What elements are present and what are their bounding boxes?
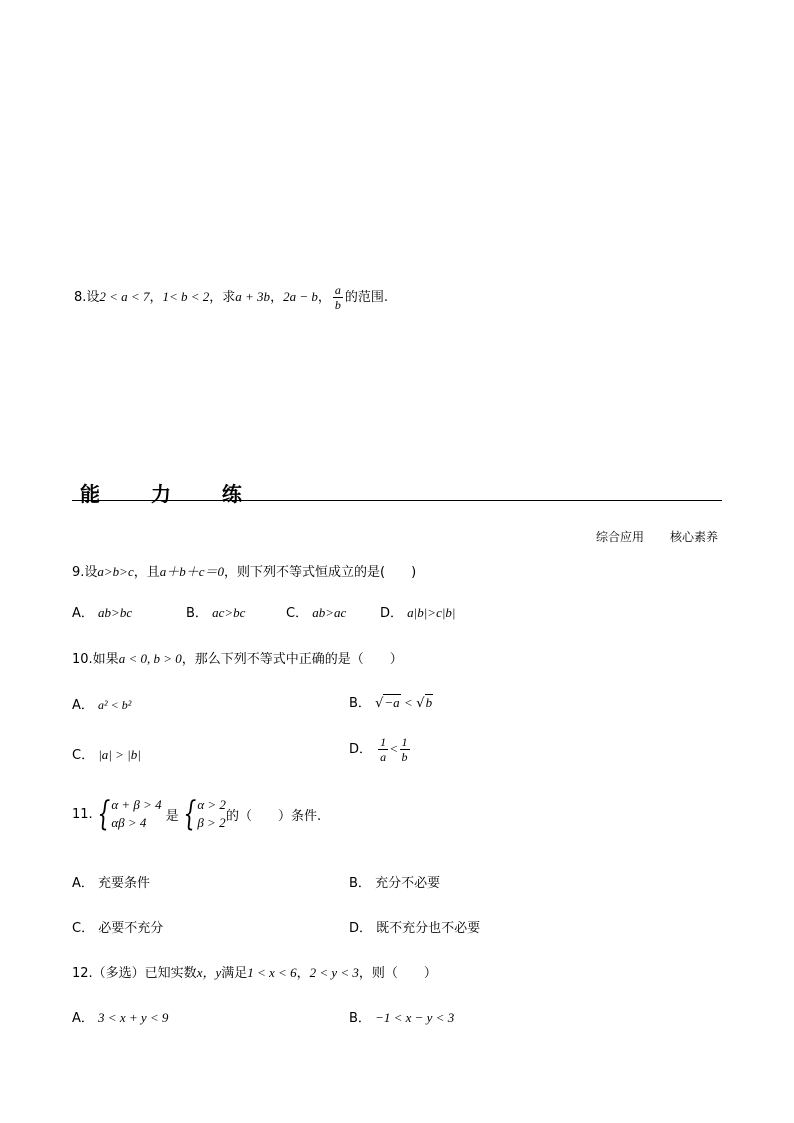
radical-sign: √ xyxy=(375,696,384,711)
q11-mid: 是 xyxy=(165,808,179,824)
q8-fraction xyxy=(333,284,343,311)
q12-stem-c: ，则（ ） xyxy=(358,966,437,981)
q8-sep: ， xyxy=(317,290,331,305)
option-label: B． xyxy=(186,606,208,621)
sqrt-b xyxy=(416,695,433,711)
option-text: ab>ac xyxy=(312,605,347,620)
option-label: D． xyxy=(380,606,404,621)
q8-expr-2: 2a − b xyxy=(283,289,318,304)
q8-condition-b: 1< b < 2 xyxy=(162,289,210,304)
option-label: B． xyxy=(349,876,371,891)
question-12 xyxy=(72,962,437,981)
frac-num: 1 xyxy=(380,735,387,749)
q8-sep: ， xyxy=(270,290,284,305)
left-brace: { xyxy=(97,794,110,835)
option-text: 充分不必要 xyxy=(375,876,441,891)
system-row: α + β > 4 xyxy=(111,797,162,812)
q10-option-d[interactable] xyxy=(349,736,412,763)
option-label: D． xyxy=(349,742,373,757)
option-label: D． xyxy=(349,921,373,936)
option-label: C． xyxy=(286,606,309,621)
q11-prefix: 11. xyxy=(72,806,93,822)
section-tag-literacy: 核心素养 xyxy=(670,530,719,544)
section-tag-application: 综合应用 xyxy=(596,530,645,544)
left-brace: { xyxy=(183,794,196,835)
q8-suffix: 的范围. xyxy=(344,290,389,305)
frac-num: 1 xyxy=(401,735,408,749)
option-text: a² < b² xyxy=(98,698,132,712)
q12-stem-b: 满足 xyxy=(221,966,248,981)
system-row: αβ > 4 xyxy=(111,815,147,831)
q12-sep: ， xyxy=(296,966,310,981)
q8-expr-1: a + 3b xyxy=(235,289,271,304)
radical-sign: √ xyxy=(416,696,425,711)
q9-condition: a>b>c xyxy=(97,564,134,579)
q9-option-d[interactable] xyxy=(380,602,456,621)
q9-equation: a＋b＋c＝0 xyxy=(159,564,225,579)
option-text: 既不充分也不必要 xyxy=(376,921,481,936)
q12-vars: x，y xyxy=(196,965,222,980)
q10-condition: a < 0, b > 0 xyxy=(118,651,182,666)
q8-sep: ， xyxy=(149,290,163,305)
option-text: 3 < x + y < 9 xyxy=(98,1010,169,1025)
option-text: |a| > |b| xyxy=(98,747,141,762)
q10-stem-a: 10.如果 xyxy=(72,652,119,667)
sqrt-neg-a xyxy=(375,695,401,711)
q11-option-d[interactable] xyxy=(349,917,480,936)
q8-frac-den: b xyxy=(334,298,341,312)
q8-prefix: 8.设 xyxy=(74,290,100,305)
q12-option-b[interactable] xyxy=(349,1007,454,1026)
option-label: B． xyxy=(349,1011,371,1026)
q11-option-c[interactable] xyxy=(72,917,163,936)
q10-option-b[interactable] xyxy=(349,692,433,711)
q12-condition-x: 1 < x < 6 xyxy=(247,965,297,980)
option-label: C． xyxy=(72,748,95,763)
q11-right-system xyxy=(179,794,226,835)
option-text: a|b|>c|b| xyxy=(407,605,456,620)
frac-one-over-b xyxy=(400,736,410,763)
q8-condition-a: 2 < a < 7 xyxy=(99,289,150,304)
q11-suffix: 的（ ）条件. xyxy=(225,808,322,824)
q9-stem-b: ，且 xyxy=(133,565,160,580)
q9-stem-c: ，则下列不等式恒成立的是( ) xyxy=(224,565,417,580)
question-9 xyxy=(72,561,416,580)
q11-left-system xyxy=(93,794,162,835)
q11-option-a[interactable] xyxy=(72,872,150,891)
q9-option-b[interactable] xyxy=(186,602,245,621)
radicand: −a xyxy=(384,695,400,710)
system-row: β > 2 xyxy=(197,815,226,831)
frac-den: a xyxy=(380,750,387,764)
option-label: B． xyxy=(349,696,371,711)
frac-one-over-a xyxy=(378,736,388,763)
q8-mid: ，求 xyxy=(209,290,236,305)
option-label: A． xyxy=(72,876,94,891)
option-text: 必要不充分 xyxy=(98,921,164,936)
option-text: ab>bc xyxy=(98,605,133,620)
q12-condition-y: 2 < y < 3 xyxy=(309,965,359,980)
option-text: −1 < x − y < 3 xyxy=(375,1010,455,1025)
q9-option-a[interactable] xyxy=(72,602,132,621)
q10-option-c[interactable] xyxy=(72,744,141,763)
question-10 xyxy=(72,648,403,667)
section-divider xyxy=(72,500,722,501)
q10-option-a[interactable] xyxy=(72,694,131,713)
option-label: A． xyxy=(72,698,94,713)
q9-option-c[interactable] xyxy=(286,602,346,621)
option-label: C． xyxy=(72,921,95,936)
q8-frac-num: a xyxy=(334,283,341,297)
option-label: A． xyxy=(72,606,94,621)
q12-stem-a: 12.（多选）已知实数 xyxy=(72,966,197,981)
question-8 xyxy=(74,284,388,311)
q12-option-a[interactable] xyxy=(72,1007,168,1026)
less-than: < xyxy=(390,741,398,756)
option-text: ac>bc xyxy=(212,605,246,620)
q10-stem-b: ，那么下列不等式中正确的是（ ） xyxy=(181,652,403,667)
option-label: A． xyxy=(72,1011,94,1026)
less-than: < xyxy=(404,695,413,710)
section-title: 能 力 练 xyxy=(80,482,264,506)
system-row: α > 2 xyxy=(197,797,226,812)
option-text: 充要条件 xyxy=(98,876,151,891)
question-11 xyxy=(72,794,322,835)
q11-option-b[interactable] xyxy=(349,872,440,891)
q9-stem-a: 9.设 xyxy=(72,565,98,580)
frac-den: b xyxy=(401,750,408,764)
radicand: b xyxy=(425,695,433,710)
